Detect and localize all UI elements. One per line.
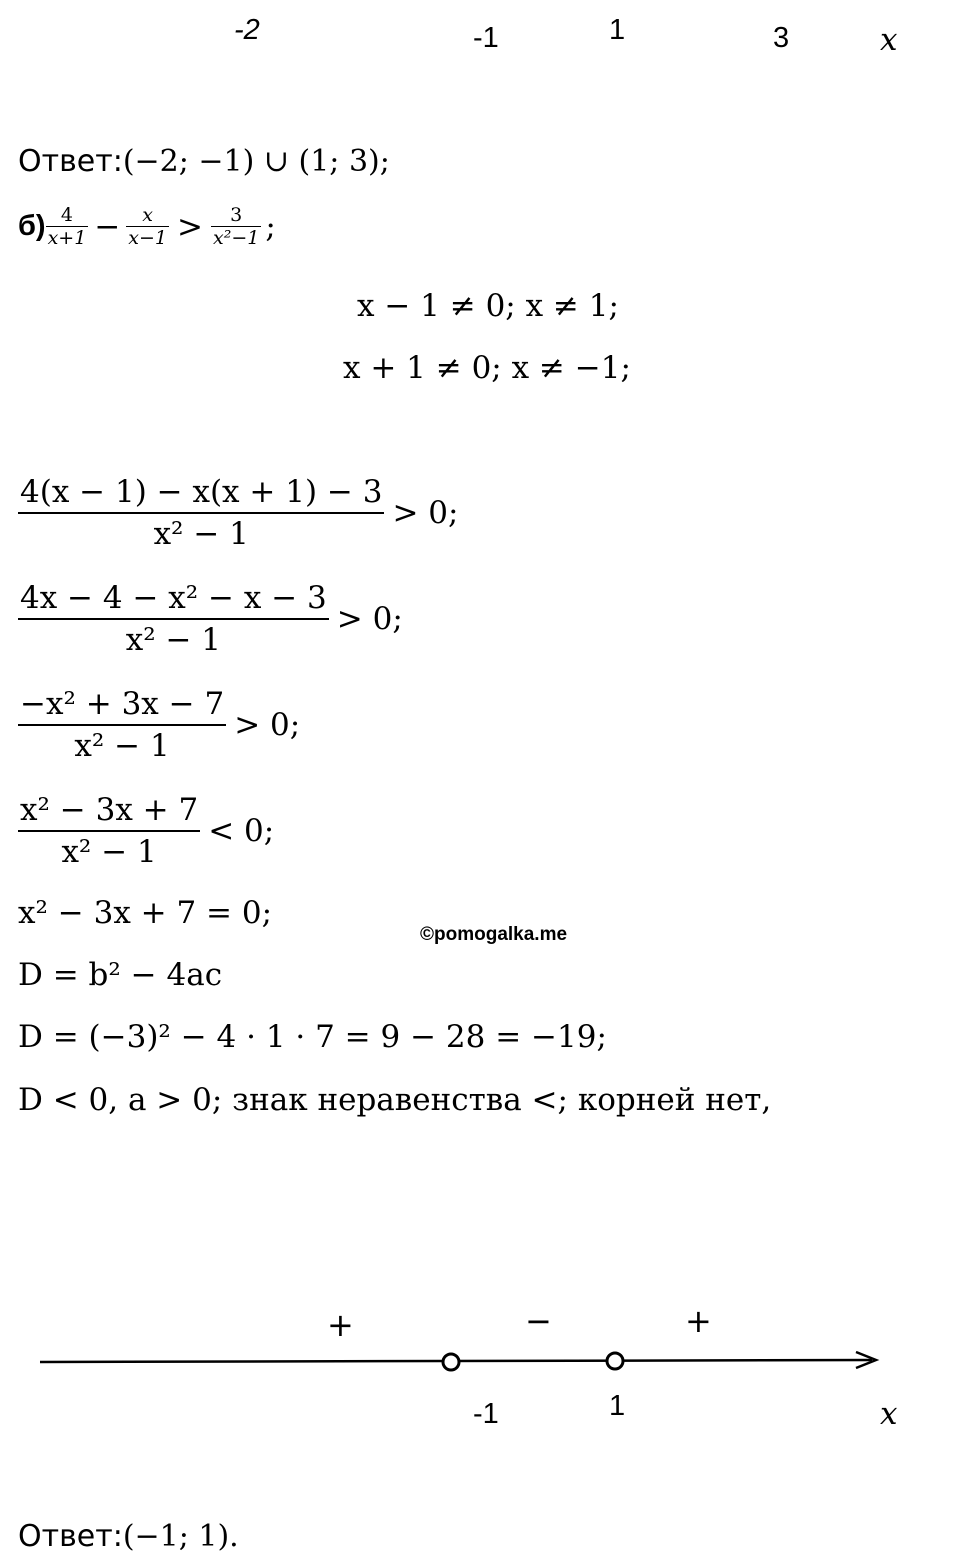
top-axis-tick-minus-1: -1 (473, 22, 499, 54)
interval-sign-right: + (685, 1302, 712, 1340)
greater-sign: > (177, 208, 204, 245)
answer-line-1 (18, 144, 390, 179)
conclusion-math: D < 0, a > 0; (18, 1082, 223, 1118)
conclusion-text: знак неравенства <; корней нет, (222, 1082, 772, 1118)
fraction-x-over-x-minus-1: $\frac{x}{x-1}$ (128, 204, 168, 249)
step-1-fraction: $\frac{4(x - 1) - x(x + 1) - 3}{\text{x² − 1}}$ (20, 474, 383, 552)
step-3-relation: > 0; (234, 707, 301, 743)
step-4-relation: < 0; (208, 813, 275, 849)
condition-x-minus-1: x − 1 ≠ 0; x ≠ 1; (357, 288, 619, 324)
discriminant-calculation: D = (−3)² − 4 · 1 · 7 = 9 − 28 = −19; (18, 1019, 607, 1055)
bottom-axis-variable-label: x (880, 1396, 898, 1432)
discriminant-formula: D = b² − 4ac (18, 957, 223, 993)
bottom-axis-tick-minus-1: -1 (473, 1398, 499, 1430)
fraction-3-over-x2-minus-1: $\frac{3}{\text{x²−1}}$ (213, 204, 260, 249)
minus-sign: − (94, 208, 121, 245)
watermark: ©pomogalka.me (420, 924, 568, 945)
step-3-fraction: $\frac{\text{−x² + 3x − 7}}{\text{x² − 1}}$ (20, 686, 225, 764)
semicolon: ; (265, 208, 276, 245)
number-line (0, 1340, 960, 1384)
part-b-label: б) (18, 210, 46, 242)
answer-label-2: Ответ: (18, 1519, 123, 1554)
step-4-fraction: $\frac{\text{x² − 3x + 7}}{\text{x² − 1}}$ (20, 792, 199, 870)
top-axis-tick-1: 1 (609, 14, 626, 46)
condition-x-plus-1: x + 1 ≠ 0; x ≠ −1; (343, 350, 631, 386)
open-point-minus-1 (443, 1354, 459, 1370)
answer-value: (−2; −1) ∪ (1; 3); (122, 144, 390, 179)
step-4 (18, 790, 274, 872)
quadratic-equation: x² − 3x + 7 = 0; (18, 895, 273, 931)
top-axis-variable-label: x (880, 22, 898, 58)
part-b-inequality (18, 204, 276, 249)
answer-value-2: (−1; 1). (122, 1519, 239, 1554)
step-2-fraction: $\frac{\text{4x − 4 − x² − x − 3}}{\text{x² − 1}}$ (20, 580, 327, 658)
step-3 (18, 684, 300, 766)
fraction-4-over-x-plus-1: $\frac{4}{x+1}$ (47, 204, 87, 249)
conclusion-line (18, 1082, 771, 1118)
answer-label: Ответ: (18, 144, 123, 179)
open-point-1 (607, 1353, 623, 1369)
top-axis-tick-3: 3 (773, 22, 790, 54)
bottom-axis-tick-1: 1 (609, 1390, 626, 1422)
step-2-relation: > 0; (336, 601, 403, 637)
step-2 (18, 578, 403, 660)
answer-line-2 (18, 1519, 239, 1554)
top-axis-tick-minus-2: -2 (234, 14, 260, 46)
step-1-relation: > 0; (392, 495, 459, 531)
interval-sign-left: + (327, 1306, 354, 1344)
interval-sign-middle: − (525, 1302, 552, 1340)
step-1 (18, 472, 458, 554)
